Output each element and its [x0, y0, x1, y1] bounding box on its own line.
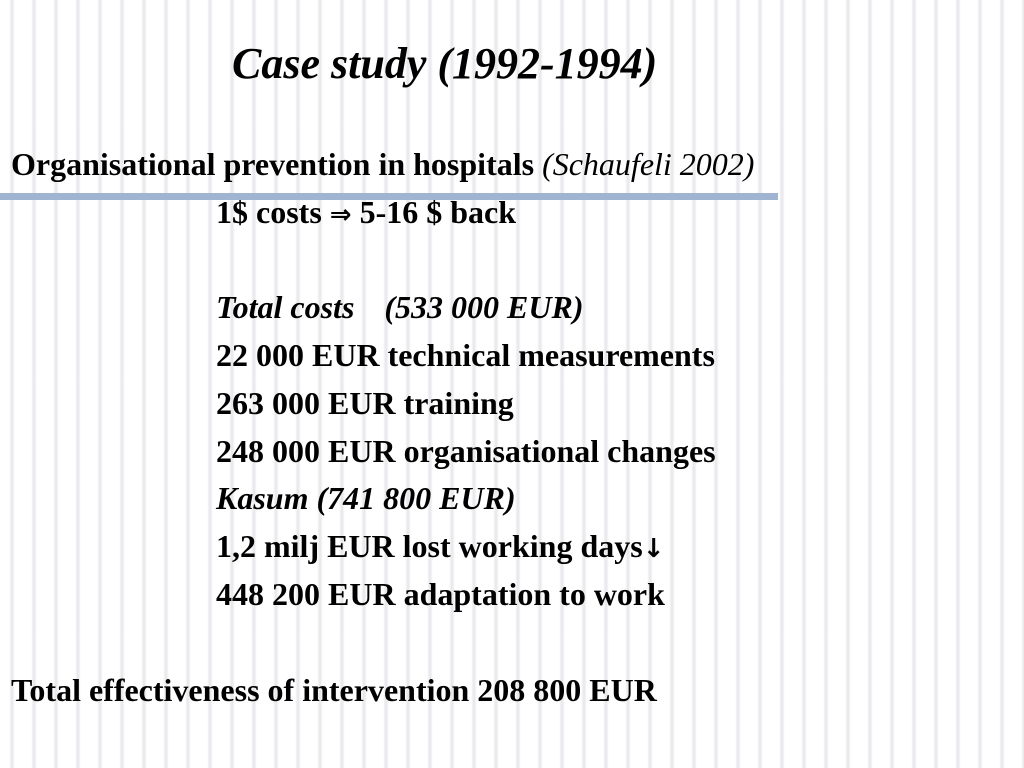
total-costs-amount: (533 000 EUR) — [384, 289, 584, 325]
ratio-right: 5-16 $ back — [359, 194, 517, 230]
ratio-left: 1$ costs — [216, 194, 322, 230]
cost-item: 22 000 EUR technical measurements — [216, 337, 715, 373]
arrow-down-icon: ↓ — [642, 534, 665, 564]
implies-arrow-icon: ⇒ — [329, 200, 352, 230]
cost-item: 248 000 EUR organisational changes — [216, 433, 716, 469]
section-heading-text: Organisational prevention in hospitals — [11, 146, 535, 182]
kasum-item: 448 200 EUR adaptation to work — [216, 576, 665, 612]
section-heading — [11, 144, 754, 184]
total-costs-label: Total costs — [216, 289, 355, 325]
cost-item: 263 000 EUR training — [216, 385, 514, 421]
kasum-item — [216, 526, 665, 569]
citation: (Schaufeli 2002) — [542, 146, 755, 182]
kasum-line: Kasum (741 800 EUR) — [216, 480, 516, 516]
kasum-item-text: 1,2 milj EUR lost working days — [216, 528, 643, 564]
cost-benefit-ratio — [216, 192, 516, 235]
conclusion: Total effectiveness of intervention 208 800 EUR — [11, 672, 657, 708]
total-costs-line — [216, 287, 584, 327]
slide-title: Case study (1992-1994) — [232, 39, 658, 88]
